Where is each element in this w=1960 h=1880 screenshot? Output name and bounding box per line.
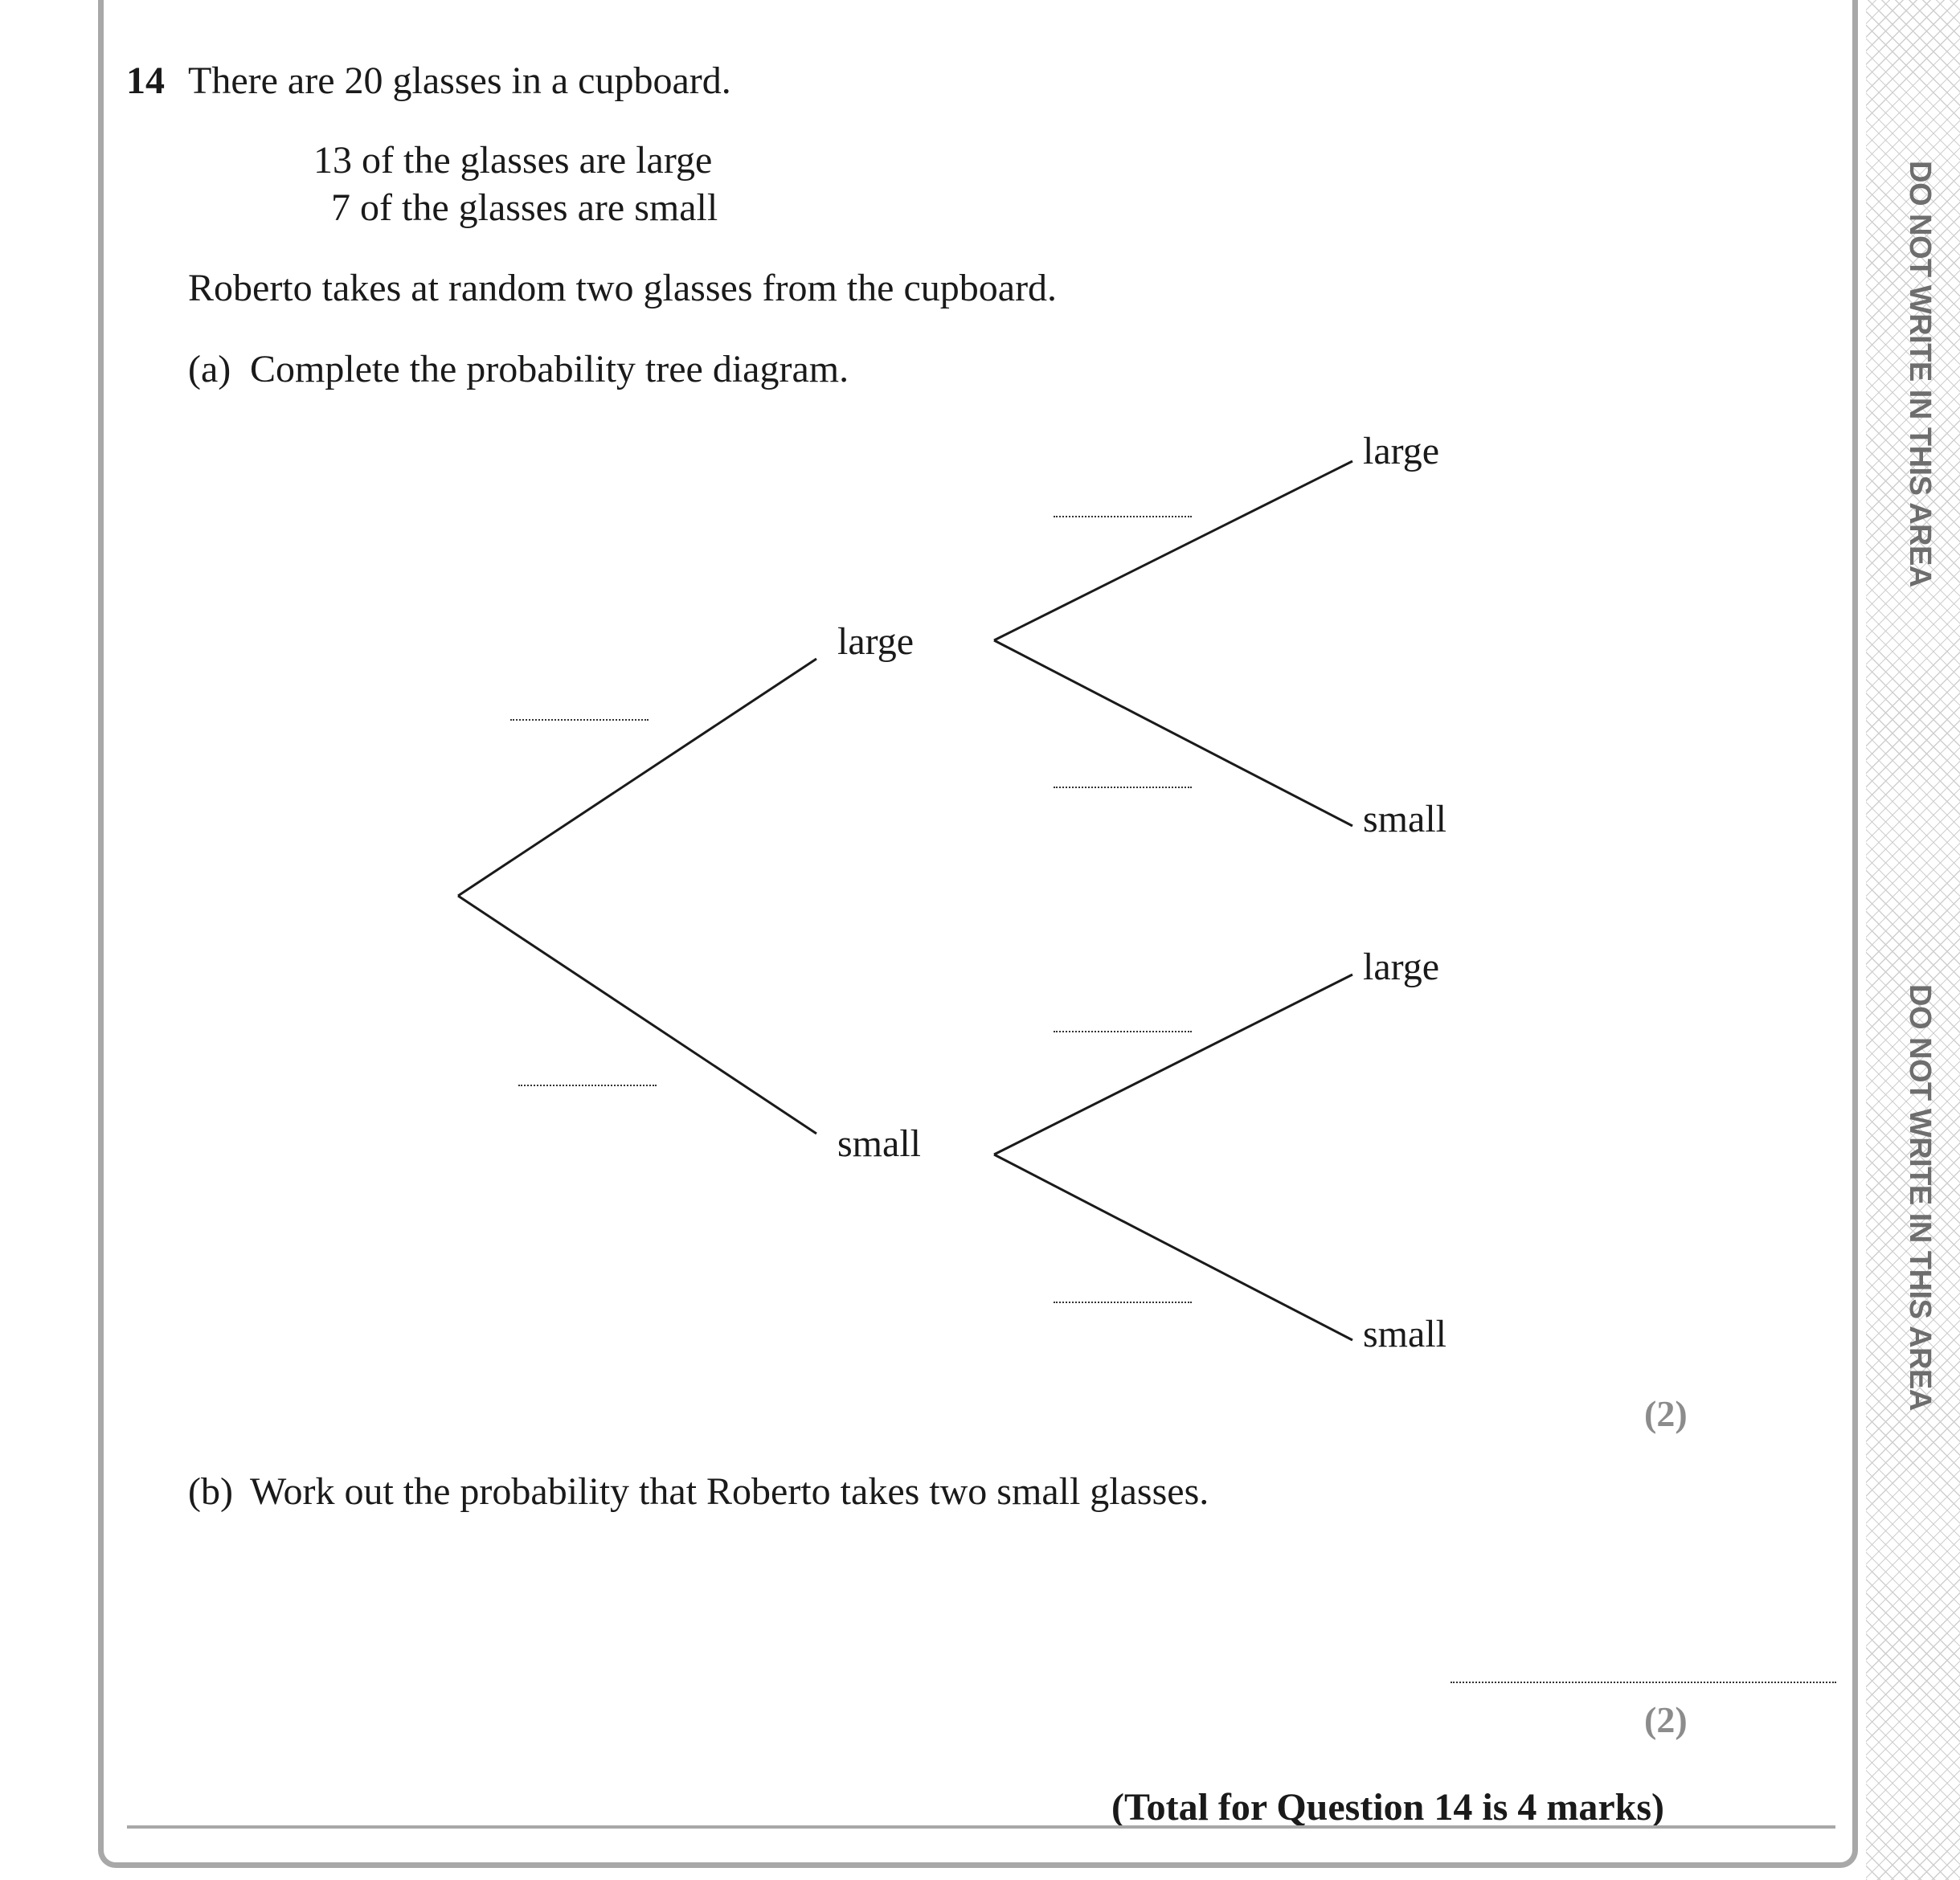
branch-large-small [994, 640, 1352, 826]
branch-large-large [994, 461, 1352, 640]
question-context: Roberto takes at random two glasses from the cupboard. [188, 267, 1058, 309]
branch-first-large [458, 659, 816, 896]
node-second-small-large: large [1363, 946, 1440, 988]
margin-notice-lower: DO NOT WRITE IN THIS AREA [1903, 984, 1937, 1411]
margin-notice-upper: DO NOT WRITE IN THIS AREA [1903, 161, 1937, 587]
node-second-large-large: large [1363, 430, 1440, 472]
branch-first-small [458, 896, 816, 1134]
probability-blank-small-small[interactable] [1054, 1302, 1192, 1303]
node-second-small-small: small [1363, 1313, 1446, 1355]
node-first-large: large [837, 620, 915, 663]
part-b-label: (b) [188, 1470, 233, 1513]
node-first-small: small [837, 1122, 921, 1165]
fact-small: 7 of the glasses are small [331, 186, 718, 229]
probability-blank-large-small[interactable] [1054, 787, 1192, 788]
node-second-large-small: small [1363, 798, 1446, 840]
part-a-text: Complete the probability tree diagram. [250, 348, 849, 390]
question-intro: There are 20 glasses in a cupboard. [188, 59, 731, 102]
branch-small-small [994, 1155, 1352, 1340]
probability-blank-first-small[interactable] [518, 1085, 657, 1086]
part-b-answer-line[interactable] [1451, 1682, 1836, 1683]
part-b-marks: (2) [1644, 1699, 1688, 1740]
question-number: 14 [126, 59, 165, 102]
probability-blank-small-large[interactable] [1054, 1031, 1192, 1032]
fact-large: 13 of the glasses are large [313, 139, 713, 182]
probability-blank-large-large[interactable] [1054, 516, 1192, 517]
bottom-rule [127, 1825, 1835, 1829]
question-total: (Total for Question 14 is 4 marks) [1111, 1786, 1665, 1829]
branch-small-large [994, 975, 1352, 1155]
part-a-marks: (2) [1644, 1393, 1688, 1434]
part-b-text: Work out the probability that Roberto takes two small glasses. [250, 1470, 1209, 1513]
probability-blank-first-large[interactable] [510, 719, 649, 721]
part-a-label: (a) [188, 348, 231, 390]
